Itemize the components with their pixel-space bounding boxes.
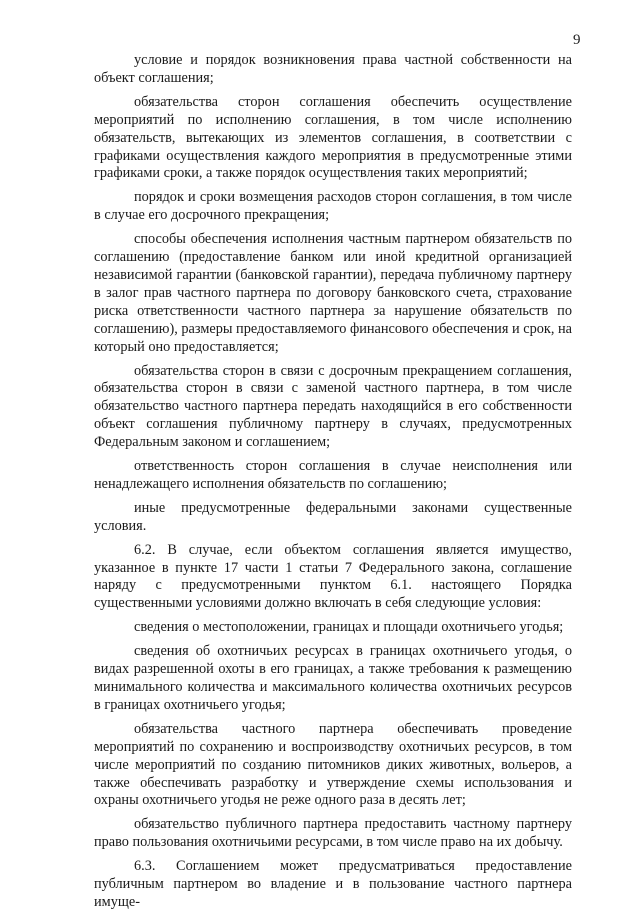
section-6-3-paragraph: 6.3. Соглашением может предусматриваться предоставление публичным партнером во владение и в пользование частного партнера имуще- [94,858,572,910]
paragraph: обязательства сторон в связи с досрочным прекращением соглашения, обязательства сторон в связи с заменой частного партнера, в том числе обязательство частного партнера передать находящийся в его собственности объект соглашения публичному партнеру в случаях, предусмотренных Федеральным законом и соглашением; [94,362,572,451]
paragraph: сведения об охотничьих ресурсах в границах охотничьего угодья, о видах разрешенной охоты в его границах, а также требования к размещению минимального количества и максимального количества охотничьих ресурсов в границах охотничьего угодья; [94,643,572,713]
paragraph: ответственность сторон соглашения в случае неисполнения или ненадлежащего исполнения обязательств по соглашению; [94,458,572,492]
paragraph: условие и порядок возникновения права частной собственности на объект соглашения; [94,52,572,86]
paragraph: иные предусмотренные федеральными законами существенные условия. [94,499,572,534]
page-number: 9 [573,32,581,48]
paragraph: обязательство публичного партнера предоставить частному партнеру право пользования охотничьими ресурсами, в том числе право на их добычу. [94,816,572,851]
section-6-2-paragraph: 6.2. В случае, если объектом соглашения является имущество, указанное в пункте 17 части 1 статьи 7 Федерального закона, соглашение наряду с предусмотренными пунктом 6.1. настоящего Порядка существенными условиями должно включать в себя следующие условия: [94,541,572,612]
paragraph: обязательства частного партнера обеспечивать проведение мероприятий по сохранению и воспроизводству охотничьих ресурсов, в том числе мероприятий по созданию питомников диких животных, вольеров, а также обеспечивать разработку и утверждение схемы использования и охраны охотничьего угодья не реже одного раза в десять лет; [94,720,572,809]
paragraph: порядок и сроки возмещения расходов сторон соглашения, в том числе в случае его досрочного прекращения; [94,189,572,224]
paragraph: способы обеспечения исполнения частным партнером обязательств по соглашению (предоставление банком или иной кредитной организацией независимой гарантии (банковской гарантии), передача публичному партнеру в залог прав частного партнера по договору банковского счета, страхование риска ответственности частного партнера за нарушение обязательств по соглашению), размеры предоставляемого финансового обеспечения и срок, на который оно предоставляется; [94,231,572,355]
document-body [94,52,572,912]
paragraph: обязательства сторон соглашения обеспечить осуществление мероприятий по исполнению соглашения, в том числе исполнению обязательств, вытекающих из элементов соглашения, в соответствии с графиками осуществления каждого мероприятия в предусмотренные этими графиками сроки, а также порядок осуществления таких мероприятий; [94,93,572,182]
paragraph: сведения о местоположении, границах и площади охотничьего угодья; [134,619,564,636]
